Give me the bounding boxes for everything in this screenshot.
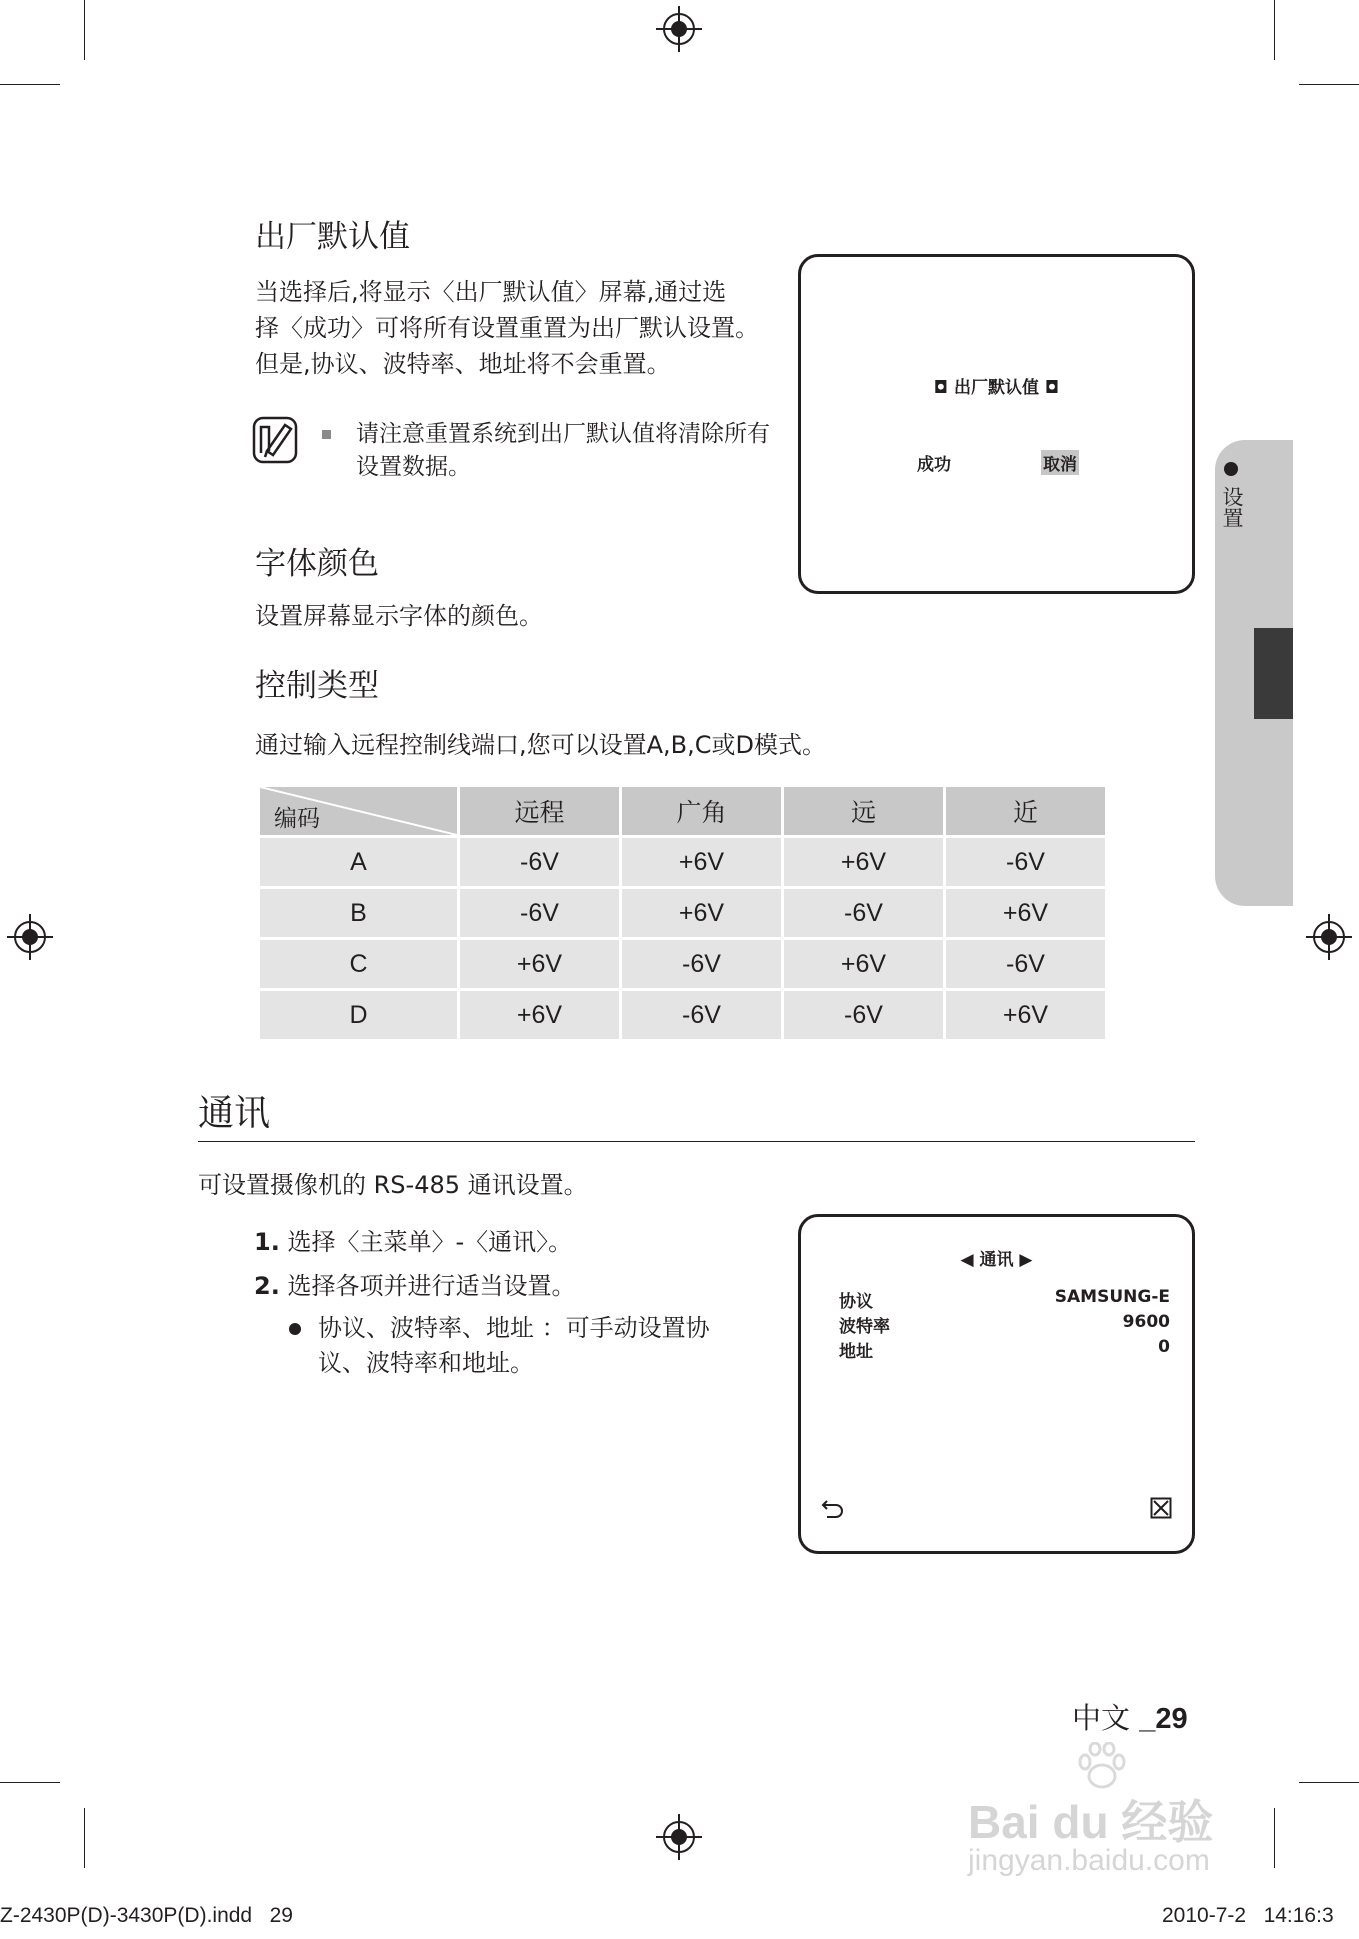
table-cell: +6V xyxy=(946,889,1105,937)
crop-mark xyxy=(1299,84,1359,85)
control-type-table xyxy=(257,784,1108,1042)
watermark-brand: Bai du 经验 xyxy=(968,1796,1214,1848)
side-tab-bullet-icon xyxy=(1224,462,1238,476)
table-header-cell: 远 xyxy=(784,787,943,835)
page-num: _29 xyxy=(1139,1703,1188,1735)
text-line: 请注意重置系统到出厂默认值将清除所有 xyxy=(356,421,770,447)
table-cell: -6V xyxy=(460,838,619,886)
table-code-cell: B xyxy=(260,889,457,937)
page-number xyxy=(1072,1696,1188,1737)
table-header-row xyxy=(260,787,1105,835)
step-text: 选择各项并进行适当设置。 xyxy=(287,1272,576,1300)
text-line: 协议、波特率、地址 ：可手动设置协 xyxy=(318,1314,710,1342)
table-cell: +6V xyxy=(622,838,781,886)
table-header-cell: 近 xyxy=(946,787,1105,835)
table-cell: +6V xyxy=(460,940,619,988)
footer-file-name: Z-2430P(D)-3430P(D).indd 29 xyxy=(0,1904,293,1927)
control-type-description: 通过输入远程控制线端口,您可以设置A,B,C或D模式。 xyxy=(255,731,827,759)
registration-mark-icon xyxy=(7,914,53,960)
table-cell: +6V xyxy=(784,940,943,988)
osd-success-option[interactable]: 成功 xyxy=(917,455,951,475)
osd-row-label[interactable]: 地址 xyxy=(839,1342,873,1362)
bullet-text xyxy=(318,1311,710,1381)
crop-mark xyxy=(84,1808,85,1868)
section-title-control-type: 控制类型 xyxy=(255,668,379,704)
table-row xyxy=(260,940,1105,988)
table-header-cell: 远程 xyxy=(460,787,619,835)
watermark-url: jingyan.baidu.com xyxy=(968,1844,1210,1877)
table-corner-cell xyxy=(260,787,457,835)
table-code-cell: C xyxy=(260,940,457,988)
table-cell: +6V xyxy=(784,838,943,886)
osd-communication-screen xyxy=(798,1214,1195,1554)
table-cell: -6V xyxy=(460,889,619,937)
note-icon xyxy=(251,415,299,465)
side-tab-dark-block xyxy=(1254,628,1293,719)
table-cell: -6V xyxy=(622,991,781,1039)
step-1 xyxy=(254,1224,572,1260)
step-number: 1. xyxy=(254,1228,280,1256)
crop-mark xyxy=(1274,1808,1275,1868)
osd-title: ◀ 通讯 ▶ xyxy=(960,1250,1033,1270)
crop-mark xyxy=(0,84,60,85)
osd-factory-default-screen xyxy=(798,254,1195,594)
table-cell: +6V xyxy=(622,889,781,937)
table-code-cell: D xyxy=(260,991,457,1039)
table-cell: -6V xyxy=(946,838,1105,886)
text-line: 择〈成功〉可将所有设置重置为出厂默认设置。 xyxy=(255,314,759,342)
return-icon[interactable] xyxy=(821,1497,845,1519)
text-line: 设置数据。 xyxy=(356,454,471,480)
table-cell: -6V xyxy=(784,889,943,937)
table-row xyxy=(260,889,1105,937)
table-corner-label: 编码 xyxy=(274,805,320,831)
font-color-description: 设置屏幕显示字体的颜色。 xyxy=(255,602,543,630)
side-tab-label: 设置 xyxy=(1220,486,1244,528)
osd-row-value[interactable]: 0 xyxy=(1158,1337,1170,1357)
osd-title: ◘ 出厂默认值 ◘ xyxy=(933,378,1060,398)
step-2 xyxy=(254,1268,575,1304)
section-title-factory-default: 出厂默认值 xyxy=(255,219,410,255)
footer-datetime: 2010-7-2 14:16:3 xyxy=(1162,1904,1334,1927)
registration-mark-icon xyxy=(656,1814,702,1860)
table-cell: -6V xyxy=(946,940,1105,988)
table-header-cell: 广角 xyxy=(622,787,781,835)
osd-row-label[interactable]: 协议 xyxy=(839,1292,873,1312)
communication-description: 可设置摄像机的 RS-485 通讯设置。 xyxy=(198,1171,588,1199)
table-row xyxy=(260,991,1105,1039)
osd-row-value[interactable]: 9600 xyxy=(1122,1312,1170,1332)
note-bullet-icon xyxy=(322,430,331,439)
osd-row-value[interactable]: SAMSUNG-E xyxy=(1054,1287,1170,1307)
crop-mark xyxy=(0,1782,60,1783)
text-line: 议、波特率和地址。 xyxy=(318,1349,534,1377)
crop-mark xyxy=(1299,1782,1359,1783)
osd-cancel-option[interactable]: 取消 xyxy=(1041,450,1079,475)
text-line: 当选择后,将显示〈出厂默认值〉屏幕,通过选 xyxy=(255,278,727,306)
table-cell: -6V xyxy=(622,940,781,988)
exit-icon[interactable] xyxy=(1150,1497,1172,1519)
crop-mark xyxy=(1274,0,1275,60)
section-title-font-color: 字体颜色 xyxy=(255,546,379,582)
table-code-cell: A xyxy=(260,838,457,886)
section-divider xyxy=(198,1141,1195,1142)
table-cell: -6V xyxy=(784,991,943,1039)
watermark xyxy=(968,1740,1268,1880)
table-row xyxy=(260,838,1105,886)
table-cell: +6V xyxy=(946,991,1105,1039)
registration-mark-icon xyxy=(1306,914,1352,960)
page-language: 中文 xyxy=(1072,1701,1131,1735)
bullet-icon xyxy=(289,1323,301,1335)
section-title-communication: 通讯 xyxy=(198,1093,271,1134)
registration-mark-icon xyxy=(656,6,702,52)
step-number: 2. xyxy=(254,1272,280,1300)
paw-icon xyxy=(1076,1742,1128,1790)
factory-default-description xyxy=(255,274,775,382)
note-text xyxy=(356,418,770,484)
crop-mark xyxy=(84,0,85,60)
table-cell: +6V xyxy=(460,991,619,1039)
text-line: 但是,协议、波特率、地址将不会重置。 xyxy=(255,350,671,378)
step-text: 选择〈主菜单〉-〈通讯〉。 xyxy=(287,1228,573,1256)
osd-row-label[interactable]: 波特率 xyxy=(839,1317,890,1337)
